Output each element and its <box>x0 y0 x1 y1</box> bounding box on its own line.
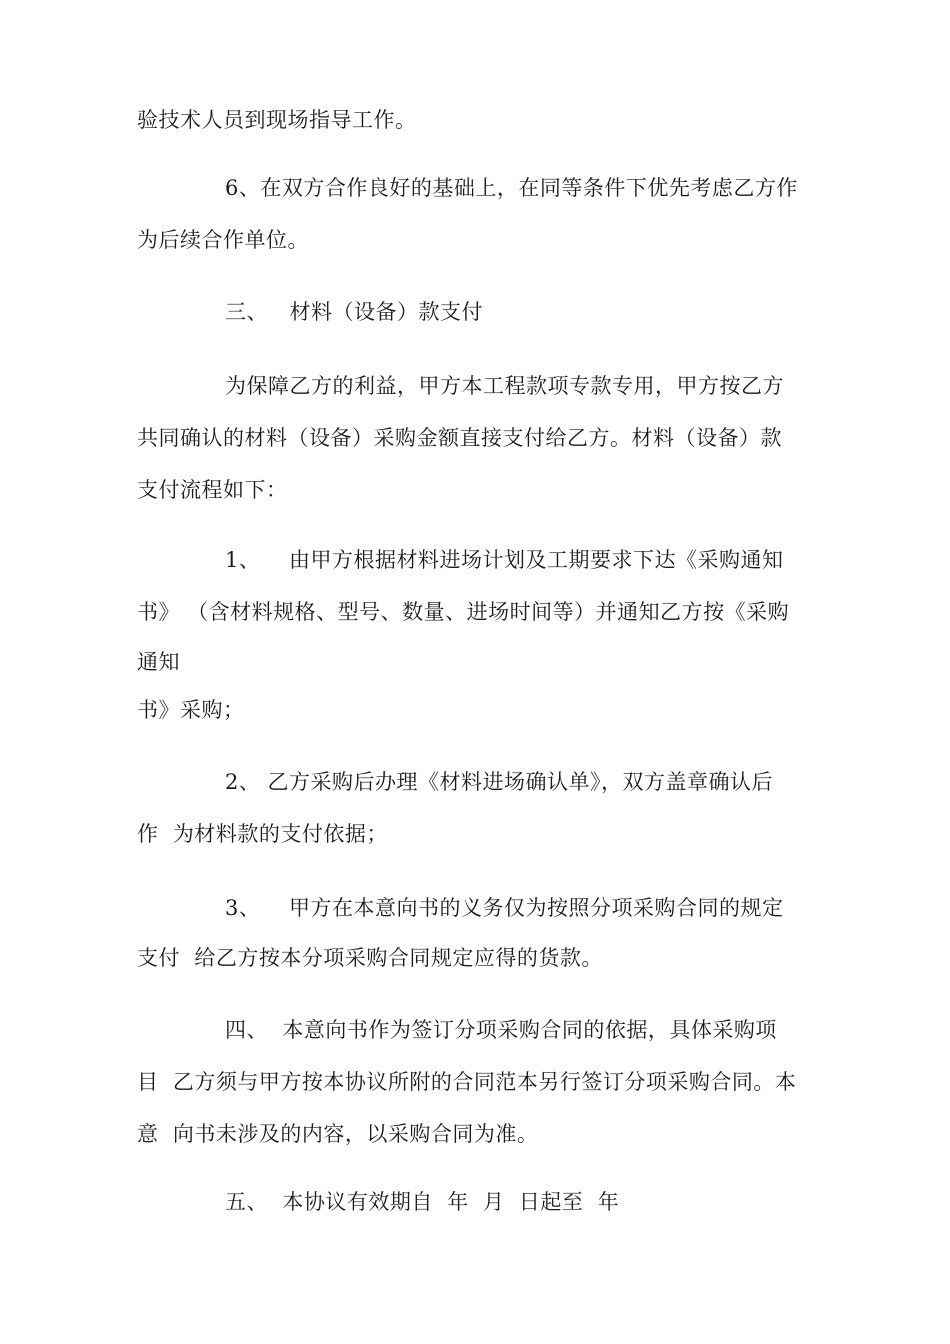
item-1-line-3: 通知 <box>137 650 180 674</box>
item-1-line-4: 书》采购； <box>137 698 245 722</box>
item-3-line-2: 支付 给乙方按本分项采购合同规定应得的货款。 <box>137 946 603 970</box>
item-2-line-2: 作 为材料款的支付依据； <box>137 822 388 846</box>
section-4-line-2: 目 乙方须与甲方按本协议所附的合同范本另行签订分项采购合同。本 <box>137 1070 797 1094</box>
section-3-heading: 三、 材料（设备）款支付 <box>225 300 484 324</box>
item-1-line-2: 书》 （含材料规格、型号、数量、进场时间等）并通知乙方按《采购 <box>137 600 790 624</box>
item-3-line-1: 3、 甲方在本意向书的义务仅为按照分项采购合同的规定 <box>225 896 784 920</box>
section-5-line-1: 五、 本协议有效期自 年 月 日起至 年 <box>225 1190 620 1214</box>
section-4-line-1: 四、 本意向书作为签订分项采购合同的依据，具体采购项 <box>225 1018 777 1042</box>
text-line: 验技术人员到现场指导工作。 <box>137 108 417 132</box>
clause-6-line-2: 为后续合作单位。 <box>137 228 309 252</box>
paragraph-line: 支付流程如下： <box>137 478 288 502</box>
section-4-line-3: 意 向书未涉及的内容，以采购合同为准。 <box>137 1122 539 1146</box>
paragraph-line: 为保障乙方的利益，甲方本工程款项专款专用，甲方按乙方 <box>225 374 784 398</box>
item-1-line-1: 1、 由甲方根据材料进场计划及工期要求下达《采购通知 <box>225 548 784 572</box>
item-2-line-1: 2、 乙方采购后办理《材料进场确认单》，双方盖章确认后 <box>225 770 774 794</box>
clause-6-line-1: 6、在双方合作良好的基础上，在同等条件下优先考虑乙方作 <box>225 176 798 200</box>
paragraph-line: 共同确认的材料（设备）采购金额直接支付给乙方。材料（设备）款 <box>137 426 782 450</box>
